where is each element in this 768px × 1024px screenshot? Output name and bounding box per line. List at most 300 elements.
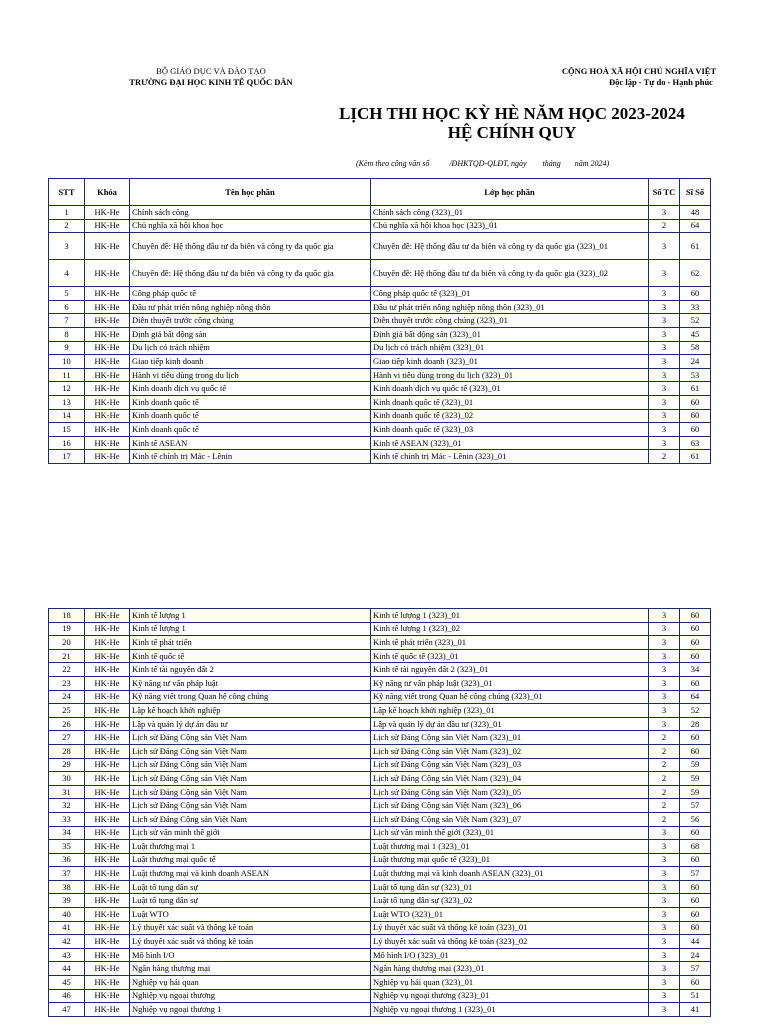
- table-row: [49, 409, 711, 423]
- stt-cell: 5: [49, 287, 85, 301]
- khoa-cell: HK-He: [85, 948, 130, 962]
- si-so-cell: 41: [680, 1003, 711, 1017]
- ten-hoc-phan-cell: Kinh tế phát triển: [130, 636, 371, 650]
- lop-hoc-phan-cell: Lịch sử văn minh thế giới (323)_01: [371, 826, 649, 840]
- header-si-so: Sĩ Số: [680, 179, 711, 206]
- lop-hoc-phan-cell: Kinh doanh quốc tế (323)_01: [371, 395, 649, 409]
- lop-hoc-phan-cell: Kinh tế quốc tế (323)_01: [371, 649, 649, 663]
- so-tc-cell: 3: [649, 894, 680, 908]
- so-tc-cell: 2: [649, 744, 680, 758]
- ten-hoc-phan-cell: Kinh tế tài nguyên đất 2: [130, 663, 371, 677]
- si-so-cell: 60: [680, 649, 711, 663]
- table-row: [49, 935, 711, 949]
- si-so-cell: 60: [680, 676, 711, 690]
- ten-hoc-phan-cell: Nghiệp vụ hải quan: [130, 976, 371, 990]
- table-row: [49, 962, 711, 976]
- so-tc-cell: 2: [649, 772, 680, 786]
- lop-hoc-phan-cell: Lịch sử Đảng Cộng sản Việt Nam (323)_05: [371, 785, 649, 799]
- khoa-cell: HK-He: [85, 785, 130, 799]
- header-ten-hoc-phan: Tên học phần: [130, 179, 371, 206]
- stt-cell: 34: [49, 826, 85, 840]
- si-so-cell: 58: [680, 341, 711, 355]
- si-so-cell: 64: [680, 219, 711, 233]
- si-so-cell: 57: [680, 867, 711, 881]
- lop-hoc-phan-cell: Công pháp quốc tế (323)_01: [371, 287, 649, 301]
- ten-hoc-phan-cell: Kinh tế lượng 1: [130, 609, 371, 623]
- table-row: [49, 785, 711, 799]
- ten-hoc-phan-cell: Nghiệp vụ ngoại thương 1: [130, 1003, 371, 1017]
- ten-hoc-phan-cell: Lịch sử Đảng Cộng sản Việt Nam: [130, 744, 371, 758]
- table-row: [49, 663, 711, 677]
- so-tc-cell: 3: [649, 989, 680, 1003]
- so-tc-cell: 2: [649, 785, 680, 799]
- ten-hoc-phan-cell: Kinh doanh quốc tế: [130, 423, 371, 437]
- si-so-cell: 68: [680, 840, 711, 854]
- lop-hoc-phan-cell: Lập và quản lý dự án đầu tư (323)_01: [371, 717, 649, 731]
- khoa-cell: HK-He: [85, 772, 130, 786]
- table-row: [49, 219, 711, 233]
- so-tc-cell: 3: [649, 690, 680, 704]
- so-tc-cell: 3: [649, 341, 680, 355]
- si-so-cell: 59: [680, 772, 711, 786]
- reference-note: (Kèm theo công văn số /ĐHKTQD-QLĐT, ngày tháng năm 2024): [356, 159, 610, 168]
- so-tc-cell: 3: [649, 636, 680, 650]
- so-tc-cell: 3: [649, 609, 680, 623]
- si-so-cell: 59: [680, 758, 711, 772]
- lop-hoc-phan-cell: Luật tố tụng dân sự (323)_02: [371, 894, 649, 908]
- table-row: [49, 840, 711, 854]
- so-tc-cell: 2: [649, 799, 680, 813]
- ten-hoc-phan-cell: Lịch sử văn minh thế giới: [130, 826, 371, 840]
- so-tc-cell: 3: [649, 233, 680, 260]
- khoa-cell: HK-He: [85, 206, 130, 220]
- ten-hoc-phan-cell: Chủ nghĩa xã hội khoa học: [130, 219, 371, 233]
- stt-cell: 10: [49, 355, 85, 369]
- khoa-cell: HK-He: [85, 355, 130, 369]
- table-row: [49, 758, 711, 772]
- stt-cell: 29: [49, 758, 85, 772]
- stt-cell: 14: [49, 409, 85, 423]
- khoa-cell: HK-He: [85, 826, 130, 840]
- lop-hoc-phan-cell: Mô hình I/O (323)_01: [371, 948, 649, 962]
- stt-cell: 39: [49, 894, 85, 908]
- stt-cell: 26: [49, 717, 85, 731]
- khoa-cell: HK-He: [85, 976, 130, 990]
- khoa-cell: HK-He: [85, 717, 130, 731]
- so-tc-cell: 2: [649, 219, 680, 233]
- header-lop-hoc-phan: Lớp học phần: [371, 179, 649, 206]
- ten-hoc-phan-cell: Kỹ năng tư vấn pháp luật: [130, 676, 371, 690]
- so-tc-cell: 3: [649, 908, 680, 922]
- lop-hoc-phan-cell: Chuyên đề: Hệ thống đầu tư đa biên và công ty đa quốc gia (323)_02: [371, 260, 649, 287]
- stt-cell: 37: [49, 867, 85, 881]
- lop-hoc-phan-cell: Luật WTO (323)_01: [371, 908, 649, 922]
- si-so-cell: 63: [680, 436, 711, 450]
- lop-hoc-phan-cell: Luật thương mại 1 (323)_01: [371, 840, 649, 854]
- ten-hoc-phan-cell: Luật thương mại 1: [130, 840, 371, 854]
- header-so-tc: Số TC: [649, 179, 680, 206]
- lop-hoc-phan-cell: Luật tố tụng dân sự (323)_01: [371, 880, 649, 894]
- ten-hoc-phan-cell: Lập và quản lý dự án đầu tư: [130, 717, 371, 731]
- so-tc-cell: 3: [649, 676, 680, 690]
- title-line-2: HỆ CHÍNH QUY: [447, 123, 577, 142]
- table-row: [49, 233, 711, 260]
- stt-cell: 30: [49, 772, 85, 786]
- lop-hoc-phan-cell: Nghiệp vụ ngoại thương 1 (323)_01: [371, 1003, 649, 1017]
- khoa-cell: HK-He: [85, 219, 130, 233]
- table-row: [49, 395, 711, 409]
- lop-hoc-phan-cell: Lịch sử Đảng Cộng sản Việt Nam (323)_01: [371, 731, 649, 745]
- khoa-cell: HK-He: [85, 382, 130, 396]
- ten-hoc-phan-cell: Lịch sử Đảng Cộng sản Việt Nam: [130, 812, 371, 826]
- university-name: TRƯỜNG ĐẠI HỌC KINH TẾ QUỐC DÂN: [129, 77, 293, 87]
- table-row: [49, 382, 711, 396]
- si-so-cell: 60: [680, 908, 711, 922]
- lop-hoc-phan-cell: Kinh tế phát triển (323)_01: [371, 636, 649, 650]
- khoa-cell: HK-He: [85, 812, 130, 826]
- so-tc-cell: 3: [649, 867, 680, 881]
- so-tc-cell: 3: [649, 935, 680, 949]
- khoa-cell: HK-He: [85, 327, 130, 341]
- si-so-cell: 34: [680, 663, 711, 677]
- si-so-cell: 60: [680, 744, 711, 758]
- so-tc-cell: 3: [649, 649, 680, 663]
- so-tc-cell: 3: [649, 300, 680, 314]
- khoa-cell: HK-He: [85, 341, 130, 355]
- ten-hoc-phan-cell: Lịch sử Đảng Cộng sản Việt Nam: [130, 772, 371, 786]
- so-tc-cell: 3: [649, 409, 680, 423]
- si-so-cell: 53: [680, 368, 711, 382]
- khoa-cell: HK-He: [85, 436, 130, 450]
- ten-hoc-phan-cell: Ngân hàng thương mại: [130, 962, 371, 976]
- ten-hoc-phan-cell: Luật tố tụng dân sự: [130, 894, 371, 908]
- khoa-cell: HK-He: [85, 894, 130, 908]
- lop-hoc-phan-cell: Lý thuyết xác suất và thống kê toán (323)_02: [371, 935, 649, 949]
- table-row: [49, 731, 711, 745]
- lop-hoc-phan-cell: Kinh tế ASEAN (323)_01: [371, 436, 649, 450]
- khoa-cell: HK-He: [85, 704, 130, 718]
- table-row: [49, 812, 711, 826]
- table-row: [49, 287, 711, 301]
- lop-hoc-phan-cell: Luật thương mại và kinh doanh ASEAN (323)_01: [371, 867, 649, 881]
- stt-cell: 1: [49, 206, 85, 220]
- table-row: [49, 450, 711, 464]
- si-so-cell: 52: [680, 314, 711, 328]
- ten-hoc-phan-cell: Kinh doanh dịch vụ quốc tế: [130, 382, 371, 396]
- ten-hoc-phan-cell: Đầu tư phát triển nông nghiệp nông thôn: [130, 300, 371, 314]
- si-so-cell: 56: [680, 812, 711, 826]
- republic-name: CỘNG HOÀ XÃ HỘI CHỦ NGHĨA VIỆT: [561, 66, 717, 76]
- table-row: [49, 690, 711, 704]
- table-row: [49, 744, 711, 758]
- ten-hoc-phan-cell: Luật thương mại và kinh doanh ASEAN: [130, 867, 371, 881]
- khoa-cell: HK-He: [85, 758, 130, 772]
- stt-cell: 25: [49, 704, 85, 718]
- stt-cell: 17: [49, 450, 85, 464]
- table-row: [49, 314, 711, 328]
- khoa-cell: HK-He: [85, 962, 130, 976]
- si-so-cell: 57: [680, 962, 711, 976]
- khoa-cell: HK-He: [85, 908, 130, 922]
- ten-hoc-phan-cell: Lịch sử Đảng Cộng sản Việt Nam: [130, 799, 371, 813]
- si-so-cell: 24: [680, 355, 711, 369]
- khoa-cell: HK-He: [85, 935, 130, 949]
- lop-hoc-phan-cell: Nghiệp vụ hải quan (323)_01: [371, 976, 649, 990]
- khoa-cell: HK-He: [85, 450, 130, 464]
- khoa-cell: HK-He: [85, 921, 130, 935]
- stt-cell: 46: [49, 989, 85, 1003]
- lop-hoc-phan-cell: Kỹ năng tư vấn pháp luật (323)_01: [371, 676, 649, 690]
- si-so-cell: 60: [680, 853, 711, 867]
- table-row: [49, 300, 711, 314]
- so-tc-cell: 2: [649, 450, 680, 464]
- khoa-cell: HK-He: [85, 409, 130, 423]
- so-tc-cell: 3: [649, 368, 680, 382]
- so-tc-cell: 3: [649, 704, 680, 718]
- stt-cell: 13: [49, 395, 85, 409]
- table-row: [49, 327, 711, 341]
- so-tc-cell: 3: [649, 327, 680, 341]
- lop-hoc-phan-cell: Hành vi tiêu dùng trong du lịch (323)_01: [371, 368, 649, 382]
- so-tc-cell: 3: [649, 853, 680, 867]
- stt-cell: 23: [49, 676, 85, 690]
- ten-hoc-phan-cell: Lịch sử Đảng Cộng sản Việt Nam: [130, 758, 371, 772]
- ten-hoc-phan-cell: Định giá bất động sản: [130, 327, 371, 341]
- lop-hoc-phan-cell: Luật thương mại quốc tế (323)_01: [371, 853, 649, 867]
- si-so-cell: 60: [680, 880, 711, 894]
- table-row: [49, 717, 711, 731]
- stt-cell: 2: [49, 219, 85, 233]
- exam-schedule-table-part-2: [48, 608, 711, 1017]
- so-tc-cell: 3: [649, 423, 680, 437]
- ten-hoc-phan-cell: Lịch sử Đảng Cộng sản Việt Nam: [130, 731, 371, 745]
- stt-cell: 16: [49, 436, 85, 450]
- so-tc-cell: 3: [649, 1003, 680, 1017]
- table-row: [49, 676, 711, 690]
- stt-cell: 18: [49, 609, 85, 623]
- stt-cell: 24: [49, 690, 85, 704]
- table-row: [49, 799, 711, 813]
- si-so-cell: 52: [680, 704, 711, 718]
- khoa-cell: HK-He: [85, 300, 130, 314]
- si-so-cell: 60: [680, 287, 711, 301]
- stt-cell: 31: [49, 785, 85, 799]
- ten-hoc-phan-cell: Kinh tế quốc tế: [130, 649, 371, 663]
- lop-hoc-phan-cell: Ngân hàng thương mại (323)_01: [371, 962, 649, 976]
- lop-hoc-phan-cell: Lý thuyết xác suất và thống kê toán (323)_01: [371, 921, 649, 935]
- stt-cell: 41: [49, 921, 85, 935]
- table-row: [49, 704, 711, 718]
- lop-hoc-phan-cell: Chính sách công (323)_01: [371, 206, 649, 220]
- lop-hoc-phan-cell: Lịch sử Đảng Cộng sản Việt Nam (323)_03: [371, 758, 649, 772]
- lop-hoc-phan-cell: Kinh tế lượng 1 (323)_02: [371, 622, 649, 636]
- si-so-cell: 57: [680, 799, 711, 813]
- khoa-cell: HK-He: [85, 989, 130, 1003]
- so-tc-cell: 3: [649, 880, 680, 894]
- so-tc-cell: 3: [649, 622, 680, 636]
- stt-cell: 38: [49, 880, 85, 894]
- stt-cell: 11: [49, 368, 85, 382]
- ten-hoc-phan-cell: Công pháp quốc tế: [130, 287, 371, 301]
- exam-schedule-table-part-1: [48, 178, 711, 464]
- khoa-cell: HK-He: [85, 690, 130, 704]
- khoa-cell: HK-He: [85, 622, 130, 636]
- ten-hoc-phan-cell: Kinh tế lượng 1: [130, 622, 371, 636]
- lop-hoc-phan-cell: Kinh doanh quốc tế (323)_03: [371, 423, 649, 437]
- table-row: [49, 948, 711, 962]
- khoa-cell: HK-He: [85, 853, 130, 867]
- lop-hoc-phan-cell: Kinh doanh quốc tế (323)_02: [371, 409, 649, 423]
- khoa-cell: HK-He: [85, 609, 130, 623]
- khoa-cell: HK-He: [85, 744, 130, 758]
- khoa-cell: HK-He: [85, 799, 130, 813]
- si-so-cell: 24: [680, 948, 711, 962]
- ten-hoc-phan-cell: Lý thuyết xác suất và thống kê toán: [130, 935, 371, 949]
- khoa-cell: HK-He: [85, 368, 130, 382]
- header-khoa: Khóa: [85, 179, 130, 206]
- lop-hoc-phan-cell: Chuyên đề: Hệ thống đầu tư đa biên và công ty đa quốc gia (323)_01: [371, 233, 649, 260]
- khoa-cell: HK-He: [85, 731, 130, 745]
- si-so-cell: 61: [680, 233, 711, 260]
- lop-hoc-phan-cell: Kinh tế lượng 1 (323)_01: [371, 609, 649, 623]
- lop-hoc-phan-cell: Nghiệp vụ ngoại thương (323)_01: [371, 989, 649, 1003]
- si-so-cell: 51: [680, 989, 711, 1003]
- so-tc-cell: 3: [649, 962, 680, 976]
- stt-cell: 8: [49, 327, 85, 341]
- title-line-1: LỊCH THI HỌC KỲ HÈ NĂM HỌC 2023-2024: [339, 104, 685, 123]
- stt-cell: 40: [49, 908, 85, 922]
- table-row: [49, 908, 711, 922]
- stt-cell: 44: [49, 962, 85, 976]
- khoa-cell: HK-He: [85, 260, 130, 287]
- si-so-cell: 44: [680, 935, 711, 949]
- table-header-row: [49, 179, 711, 206]
- table-row: [49, 341, 711, 355]
- ten-hoc-phan-cell: Mô hình I/O: [130, 948, 371, 962]
- so-tc-cell: 3: [649, 287, 680, 301]
- document-title: [300, 104, 724, 142]
- si-so-cell: 60: [680, 921, 711, 935]
- si-so-cell: 62: [680, 260, 711, 287]
- table-row: [49, 921, 711, 935]
- header-stt: STT: [49, 179, 85, 206]
- lop-hoc-phan-cell: Chủ nghĩa xã hội khoa học (323)_01: [371, 219, 649, 233]
- khoa-cell: HK-He: [85, 880, 130, 894]
- khoa-cell: HK-He: [85, 287, 130, 301]
- table-row: [49, 867, 711, 881]
- stt-cell: 42: [49, 935, 85, 949]
- ten-hoc-phan-cell: Kinh doanh quốc tế: [130, 409, 371, 423]
- so-tc-cell: 3: [649, 976, 680, 990]
- khoa-cell: HK-He: [85, 676, 130, 690]
- ten-hoc-phan-cell: Luật tố tụng dân sự: [130, 880, 371, 894]
- table-row: [49, 355, 711, 369]
- stt-cell: 6: [49, 300, 85, 314]
- stt-cell: 15: [49, 423, 85, 437]
- table-row: [49, 1003, 711, 1017]
- so-tc-cell: 3: [649, 314, 680, 328]
- ten-hoc-phan-cell: Kỹ năng viết trong Quan hệ công chúng: [130, 690, 371, 704]
- ten-hoc-phan-cell: Lý thuyết xác suất và thống kê toán: [130, 921, 371, 935]
- table-row: [49, 368, 711, 382]
- lop-hoc-phan-cell: Lịch sử Đảng Cộng sản Việt Nam (323)_06: [371, 799, 649, 813]
- ten-hoc-phan-cell: Luật WTO: [130, 908, 371, 922]
- so-tc-cell: 2: [649, 731, 680, 745]
- stt-cell: 35: [49, 840, 85, 854]
- khoa-cell: HK-He: [85, 636, 130, 650]
- ten-hoc-phan-cell: Lập kế hoạch khởi nghiệp: [130, 704, 371, 718]
- so-tc-cell: 3: [649, 717, 680, 731]
- si-so-cell: 60: [680, 395, 711, 409]
- stt-cell: 28: [49, 744, 85, 758]
- khoa-cell: HK-He: [85, 663, 130, 677]
- lop-hoc-phan-cell: Diễn thuyết trước công chúng (323)_01: [371, 314, 649, 328]
- si-so-cell: 28: [680, 717, 711, 731]
- so-tc-cell: 3: [649, 355, 680, 369]
- so-tc-cell: 3: [649, 826, 680, 840]
- si-so-cell: 48: [680, 206, 711, 220]
- so-tc-cell: 2: [649, 758, 680, 772]
- so-tc-cell: 3: [649, 260, 680, 287]
- lop-hoc-phan-cell: Lịch sử Đảng Cộng sản Việt Nam (323)_07: [371, 812, 649, 826]
- khoa-cell: HK-He: [85, 649, 130, 663]
- table-row: [49, 989, 711, 1003]
- si-so-cell: 61: [680, 382, 711, 396]
- lop-hoc-phan-cell: Lịch sử Đảng Cộng sản Việt Nam (323)_02: [371, 744, 649, 758]
- lop-hoc-phan-cell: Đầu tư phát triển nông nghiệp nông thôn (323)_01: [371, 300, 649, 314]
- stt-cell: 7: [49, 314, 85, 328]
- stt-cell: 32: [49, 799, 85, 813]
- so-tc-cell: 3: [649, 840, 680, 854]
- khoa-cell: HK-He: [85, 423, 130, 437]
- stt-cell: 45: [49, 976, 85, 990]
- ten-hoc-phan-cell: Kinh tế ASEAN: [130, 436, 371, 450]
- ten-hoc-phan-cell: Du lịch có trách nhiệm: [130, 341, 371, 355]
- lop-hoc-phan-cell: Kinh doanh dịch vụ quốc tế (323)_01: [371, 382, 649, 396]
- khoa-cell: HK-He: [85, 867, 130, 881]
- table-row: [49, 853, 711, 867]
- national-motto: Độc lập - Tự do - Hạnh phúc: [609, 77, 713, 87]
- si-so-cell: 60: [680, 826, 711, 840]
- stt-cell: 20: [49, 636, 85, 650]
- so-tc-cell: 3: [649, 206, 680, 220]
- so-tc-cell: 3: [649, 436, 680, 450]
- si-so-cell: 60: [680, 622, 711, 636]
- table-row: [49, 880, 711, 894]
- table-row: [49, 260, 711, 287]
- lop-hoc-phan-cell: Kinh tế tài nguyên đất 2 (323)_01: [371, 663, 649, 677]
- ten-hoc-phan-cell: Luật thương mại quốc tế: [130, 853, 371, 867]
- so-tc-cell: 3: [649, 395, 680, 409]
- stt-cell: 4: [49, 260, 85, 287]
- table-row: [49, 826, 711, 840]
- si-so-cell: 60: [680, 409, 711, 423]
- khoa-cell: HK-He: [85, 395, 130, 409]
- si-so-cell: 60: [680, 894, 711, 908]
- table-row: [49, 894, 711, 908]
- si-so-cell: 60: [680, 609, 711, 623]
- lop-hoc-phan-cell: Lịch sử Đảng Cộng sản Việt Nam (323)_04: [371, 772, 649, 786]
- table-row: [49, 436, 711, 450]
- si-so-cell: 33: [680, 300, 711, 314]
- lop-hoc-phan-cell: Định giá bất động sản (323)_01: [371, 327, 649, 341]
- table-row: [49, 636, 711, 650]
- stt-cell: 19: [49, 622, 85, 636]
- ten-hoc-phan-cell: Chính sách công: [130, 206, 371, 220]
- stt-cell: 43: [49, 948, 85, 962]
- lop-hoc-phan-cell: Du lịch có trách nhiệm (323)_01: [371, 341, 649, 355]
- khoa-cell: HK-He: [85, 233, 130, 260]
